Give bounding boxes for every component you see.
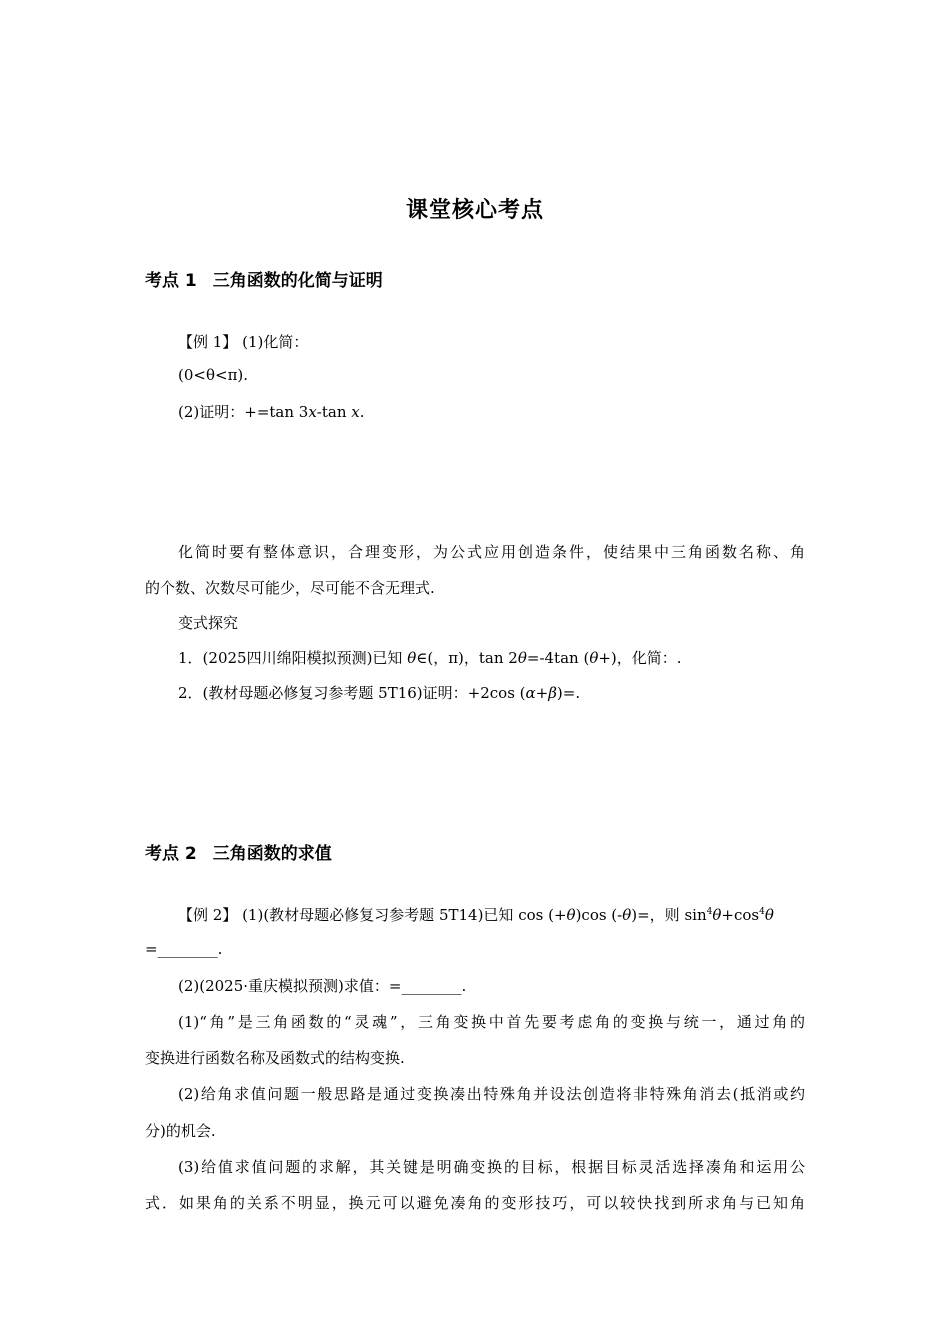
example-1-condition: (0<θ<π). [178, 366, 249, 384]
variant-item-1: 1．(2025四川绵阳模拟预测)已知 θ∈(，π)，tan 2θ=-4tan (θ+)，化简：. [178, 649, 682, 667]
note-1-line-2: 变换进行函数名称及函数式的结构变换. [145, 1049, 405, 1067]
section-heading-2 [145, 839, 332, 864]
note-3-line-1: (3)给值求值问题的求解，其关键是明确变换的目标，根据目标灵活选择凑角和运用公 [178, 1158, 805, 1176]
section-title: 三角函数的求值 [212, 844, 332, 864]
example-2-part-1: 【例 2】 (1)(教材母题必修复习参考题 5T14)已知 cos (+θ)cos (-θ)=，则 $\sin^4\theta+\cos^4\theta$ [178, 906, 774, 924]
variant-heading: 变式探究 [178, 614, 239, 632]
section-title: 三角函数的化简与证明 [212, 271, 383, 291]
note-1-line-1: (1)“角”是三角函数的“灵魂”，三角变换中首先要考虑角的变换与统一，通过角的 [178, 1013, 805, 1031]
example-text: (1)化简： [242, 333, 309, 351]
variant-item-2: 2．(教材母题必修复习参考题 5T16)证明：+2cos (α+β)=. [178, 684, 581, 702]
example-label: 【例 2】 [178, 906, 238, 924]
note-2-line-2: 分)的机会. [145, 1122, 216, 1140]
example-2-part-2: (2)(2025·重庆模拟预测)求值：=________. [178, 977, 467, 995]
example-2-answer-blank: =________. [145, 940, 223, 958]
example-1-part-2: (2)证明：+=tan 3x-tan x. [178, 403, 365, 421]
section-number: 考点 2 [145, 844, 197, 864]
note-3-line-2: 式．如果角的关系不明显，换元可以避免凑角的变形技巧，可以较快找到所求角与已知角 [145, 1194, 805, 1212]
page-title: 课堂核心考点 [405, 198, 544, 223]
note-2-line-1: (2)给角求值问题一般思路是通过变换凑出特殊角并设法创造将非特殊角消去(抵消或约 [178, 1085, 805, 1103]
section-heading-1 [145, 266, 383, 291]
summary-paragraph-line-2: 的个数、次数尽可能少，尽可能不含无理式. [145, 579, 435, 597]
summary-paragraph-line-1: 化简时要有整体意识，合理变形，为公式应用创造条件，使结果中三角函数名称、角 [178, 543, 805, 561]
example-label: 【例 1】 [178, 333, 238, 351]
section-number: 考点 1 [145, 271, 197, 291]
example-1-line-1 [178, 331, 838, 352]
